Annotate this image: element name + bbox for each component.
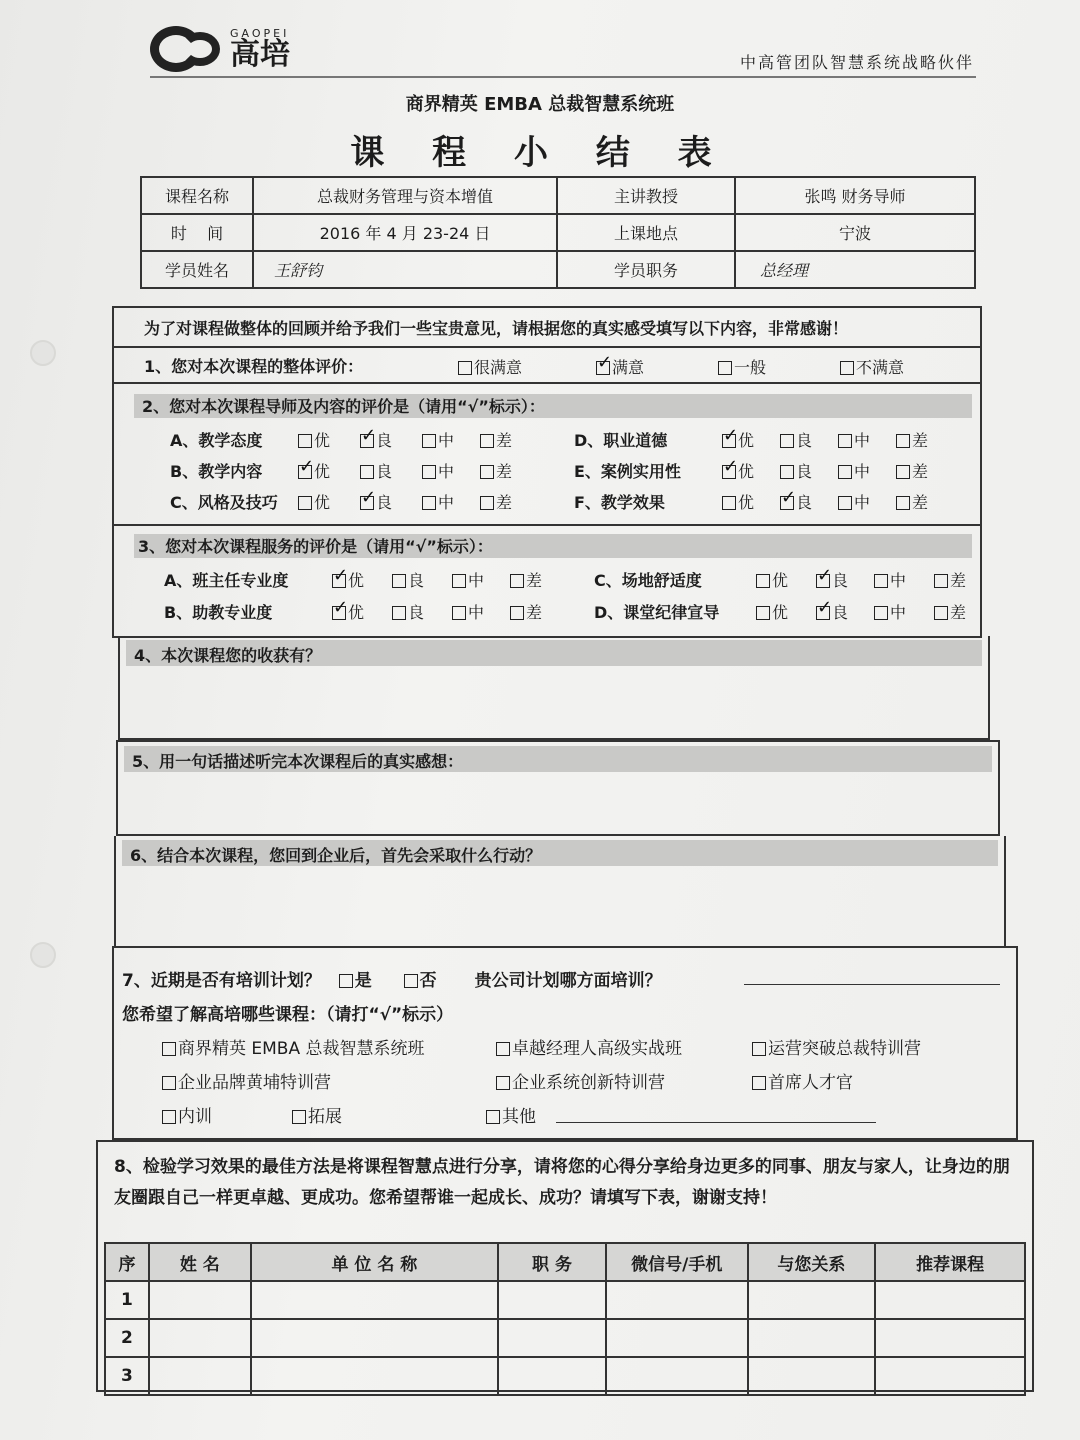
q2-grade-label: 差 bbox=[496, 462, 513, 481]
q2-grade[interactable] bbox=[722, 459, 754, 482]
q2-grade-checkbox[interactable] bbox=[838, 465, 852, 479]
q1-option-2-label: 满意 bbox=[612, 358, 645, 377]
q2-grade[interactable] bbox=[480, 490, 512, 513]
slogan: 中高管团队智慧系统战略伙伴 bbox=[739, 53, 974, 72]
q1-option-3[interactable] bbox=[718, 355, 766, 378]
q2-grade-checkbox[interactable] bbox=[360, 434, 374, 448]
q2-grade[interactable] bbox=[480, 459, 512, 482]
header-divider bbox=[150, 76, 976, 78]
referral-header: 职 务 bbox=[498, 1243, 606, 1281]
q2-grade[interactable] bbox=[422, 428, 454, 451]
q2-grade-label: 中 bbox=[854, 493, 871, 512]
q2-grade[interactable] bbox=[896, 490, 928, 513]
course-option[interactable] bbox=[752, 1068, 853, 1093]
q3-grade-label: 良 bbox=[832, 571, 849, 590]
q2-grade-label: 优 bbox=[314, 431, 331, 450]
q4-box[interactable] bbox=[118, 636, 990, 740]
place-value[interactable]: 宁波 bbox=[735, 214, 975, 251]
q3-grade-label: 差 bbox=[526, 571, 543, 590]
q2-grade-label: 差 bbox=[912, 431, 929, 450]
logo-en: GAOPEI bbox=[230, 26, 290, 40]
referral-cell[interactable] bbox=[875, 1357, 1025, 1395]
name-value[interactable]: 王舒钧 bbox=[253, 251, 557, 288]
course-option-checkbox[interactable] bbox=[496, 1076, 510, 1090]
q2-grade-label: 优 bbox=[314, 462, 331, 481]
q3-grade-label: 中 bbox=[468, 603, 485, 622]
referral-cell[interactable] bbox=[251, 1357, 498, 1395]
referral-cell[interactable] bbox=[748, 1357, 876, 1395]
q2-grade[interactable] bbox=[298, 459, 330, 482]
q2-grade-checkbox[interactable] bbox=[298, 465, 312, 479]
q2-grade-label: 中 bbox=[438, 431, 455, 450]
table-row bbox=[105, 1281, 1025, 1319]
logo-mark-icon bbox=[150, 22, 226, 74]
referral-cell[interactable] bbox=[606, 1281, 748, 1319]
course-option[interactable] bbox=[292, 1102, 342, 1127]
q2-grade-label: 良 bbox=[796, 462, 813, 481]
q3-grade-checkbox[interactable] bbox=[934, 606, 948, 620]
q2-grade-checkbox[interactable] bbox=[722, 465, 736, 479]
q1-option-4[interactable] bbox=[840, 355, 904, 378]
time-label: 时 间 bbox=[141, 214, 253, 251]
q7-other-field[interactable] bbox=[556, 1122, 876, 1123]
referral-cell[interactable] bbox=[498, 1357, 606, 1395]
course-option-label: 拓展 bbox=[308, 1107, 342, 1127]
q2-grade-label: 差 bbox=[496, 431, 513, 450]
q2-grade-checkbox[interactable] bbox=[780, 434, 794, 448]
gaopei-logo bbox=[150, 22, 290, 74]
q2-grade-label: 中 bbox=[438, 462, 455, 481]
q2-grade[interactable] bbox=[360, 428, 392, 451]
row-number: 3 bbox=[105, 1357, 149, 1395]
course-option-label: 运营突破总裁特训营 bbox=[768, 1039, 921, 1059]
referral-cell[interactable] bbox=[748, 1319, 876, 1357]
q2-grade-label: 良 bbox=[376, 431, 393, 450]
q3-grade-label: 差 bbox=[526, 603, 543, 622]
referral-header: 姓 名 bbox=[149, 1243, 251, 1281]
q2-item-name: C、风格及技巧 bbox=[170, 493, 278, 512]
q1-option-2[interactable] bbox=[596, 355, 644, 378]
q2-grade-label: 良 bbox=[376, 462, 393, 481]
q3-grade[interactable] bbox=[452, 568, 484, 591]
course-line: 商界精英 EMBA 总裁智慧系统班 bbox=[405, 94, 675, 115]
course-option-label: 其他 bbox=[502, 1107, 536, 1127]
q2-grade-label: 差 bbox=[912, 462, 929, 481]
course-info-table bbox=[140, 176, 976, 289]
q3-grade-checkbox[interactable] bbox=[934, 574, 948, 588]
q3-grade-checkbox[interactable] bbox=[332, 574, 346, 588]
course-label: 课程名称 bbox=[141, 177, 253, 214]
q2-grade[interactable] bbox=[360, 459, 392, 482]
course-value[interactable]: 总裁财务管理与资本增值 bbox=[253, 177, 557, 214]
q7-yes-checkbox[interactable] bbox=[339, 974, 353, 988]
table-row bbox=[105, 1319, 1025, 1357]
q2-grade-checkbox[interactable] bbox=[422, 434, 436, 448]
q3-grade-checkbox[interactable] bbox=[874, 606, 888, 620]
q2-grade-checkbox[interactable] bbox=[896, 465, 910, 479]
q2-grade[interactable] bbox=[838, 428, 870, 451]
course-option-label: 企业品牌黄埔特训营 bbox=[178, 1073, 331, 1093]
q3-grade-checkbox[interactable] bbox=[392, 606, 406, 620]
course-option[interactable] bbox=[496, 1034, 682, 1059]
q2-grade[interactable] bbox=[298, 428, 330, 451]
referral-cell[interactable] bbox=[251, 1281, 498, 1319]
q2-item-name: B、教学内容 bbox=[170, 462, 263, 481]
q3-grade[interactable] bbox=[452, 600, 484, 623]
q1-option-2-checkbox[interactable] bbox=[596, 361, 610, 375]
q6-box[interactable] bbox=[114, 836, 1006, 948]
q2-grade-label: 优 bbox=[738, 493, 755, 512]
q3-grade-label: 优 bbox=[348, 571, 365, 590]
q3-item-name: D、课堂纪律宣导 bbox=[594, 603, 720, 622]
q3-grade-checkbox[interactable] bbox=[816, 574, 830, 588]
logo-cn: 高培 bbox=[230, 36, 290, 72]
q3-label: 3、您对本次课程服务的评价是（请用“√”标示）： bbox=[134, 534, 972, 558]
course-option[interactable] bbox=[162, 1102, 212, 1127]
table-row bbox=[105, 1357, 1025, 1395]
name-label: 学员姓名 bbox=[141, 251, 253, 288]
q2-label: 2、您对本次课程导师及内容的评价是（请用“√”标示）： bbox=[134, 394, 972, 418]
q2-grade-checkbox[interactable] bbox=[896, 434, 910, 448]
q2-grade-label: 优 bbox=[314, 493, 331, 512]
referral-cell[interactable] bbox=[149, 1357, 251, 1395]
row-number: 2 bbox=[105, 1319, 149, 1357]
q7-box bbox=[112, 946, 1018, 1140]
q3-grade-checkbox[interactable] bbox=[510, 574, 524, 588]
q3-grade[interactable] bbox=[874, 600, 906, 623]
referral-table bbox=[104, 1242, 1026, 1396]
course-option-checkbox[interactable] bbox=[752, 1076, 766, 1090]
time-value[interactable]: 2016 年 4 月 23-24 日 bbox=[253, 214, 557, 251]
q2-grade-checkbox[interactable] bbox=[896, 496, 910, 510]
q3-grade-checkbox[interactable] bbox=[452, 606, 466, 620]
q1-option-1-label: 很满意 bbox=[474, 358, 523, 377]
q3-grade-label: 差 bbox=[950, 603, 967, 622]
q7-which-label: 贵公司计划哪方面培训？ bbox=[474, 971, 662, 991]
q3-grade[interactable] bbox=[874, 568, 906, 591]
q3-grade-label: 优 bbox=[772, 603, 789, 622]
q1-option-1[interactable] bbox=[458, 355, 522, 378]
q2-grade[interactable] bbox=[780, 428, 812, 451]
referral-header: 微信号/手机 bbox=[606, 1243, 748, 1281]
q2-grade[interactable] bbox=[722, 490, 754, 513]
referral-cell[interactable] bbox=[875, 1319, 1025, 1357]
referral-header: 单 位 名 称 bbox=[251, 1243, 498, 1281]
q1-option-3-label: 一般 bbox=[734, 358, 767, 377]
q3-grade-checkbox[interactable] bbox=[756, 574, 770, 588]
q2-grade-label: 中 bbox=[438, 493, 455, 512]
q2-grade-checkbox[interactable] bbox=[298, 496, 312, 510]
q3-grade-label: 中 bbox=[890, 571, 907, 590]
q2-grade-label: 优 bbox=[738, 462, 755, 481]
q2-grade-label: 良 bbox=[796, 431, 813, 450]
q3-grade-label: 中 bbox=[890, 603, 907, 622]
q1-option-1-checkbox[interactable] bbox=[458, 361, 472, 375]
q3-item-name: B、助教专业度 bbox=[164, 603, 273, 622]
punch-hole bbox=[30, 942, 56, 968]
referral-cell[interactable] bbox=[149, 1281, 251, 1319]
q2-grade-checkbox[interactable] bbox=[298, 434, 312, 448]
course-option-checkbox[interactable] bbox=[752, 1042, 766, 1056]
referral-header: 序 bbox=[105, 1243, 149, 1281]
q2-grade[interactable] bbox=[896, 459, 928, 482]
q2-grade[interactable] bbox=[722, 428, 754, 451]
q3-grade-checkbox[interactable] bbox=[874, 574, 888, 588]
q3-grade[interactable] bbox=[332, 600, 364, 623]
q2-grade-checkbox[interactable] bbox=[360, 465, 374, 479]
q2-item-name: D、职业道德 bbox=[574, 431, 668, 450]
q2-grade-checkbox[interactable] bbox=[838, 496, 852, 510]
q2-grade[interactable] bbox=[896, 428, 928, 451]
q2-grade-label: 良 bbox=[796, 493, 813, 512]
referral-cell[interactable] bbox=[606, 1357, 748, 1395]
q2-grade[interactable] bbox=[422, 490, 454, 513]
q2-grade-label: 差 bbox=[496, 493, 513, 512]
q2-grade-label: 良 bbox=[376, 493, 393, 512]
q3-grade-checkbox[interactable] bbox=[816, 606, 830, 620]
teacher-label: 主讲教授 bbox=[557, 177, 735, 214]
q2-grade-label: 优 bbox=[738, 431, 755, 450]
page-title: 课 程 小 结 表 bbox=[350, 133, 730, 173]
q2-grade-label: 中 bbox=[854, 431, 871, 450]
q7-sub: 您希望了解高培哪些课程：（请打“√”标示） bbox=[122, 1005, 454, 1025]
course-option-checkbox[interactable] bbox=[292, 1110, 306, 1124]
q8-box bbox=[96, 1140, 1034, 1392]
q3-item-name: C、场地舒适度 bbox=[594, 571, 702, 590]
q3-grade[interactable] bbox=[392, 600, 424, 623]
q2-grade[interactable] bbox=[838, 459, 870, 482]
q7-row bbox=[122, 966, 662, 991]
q2-grade-checkbox[interactable] bbox=[360, 496, 374, 510]
q2-grade-checkbox[interactable] bbox=[722, 434, 736, 448]
q3-grade[interactable] bbox=[934, 600, 966, 623]
q3-grade[interactable] bbox=[756, 568, 788, 591]
role-value[interactable]: 总经理 bbox=[735, 251, 975, 288]
q3-grade-label: 优 bbox=[772, 571, 789, 590]
q2-grade-checkbox[interactable] bbox=[480, 496, 494, 510]
q3-grade-checkbox[interactable] bbox=[510, 606, 524, 620]
survey-intro: 为了对课程做整体的回顾并给予我们一些宝贵意见，请根据您的真实感受填写以下内容，非常感谢！ bbox=[144, 319, 849, 338]
course-option[interactable] bbox=[486, 1102, 536, 1127]
q8-text: 8、检验学习效果的最佳方法是将课程智慧点进行分享，请将您的心得分享给身边更多的同事、朋友与家人，让身边的朋友圈跟自己一样更卓越、更成功。您希望帮谁一起成长、成功？请填写下表，谢谢支持！ bbox=[114, 1157, 1010, 1208]
q3-grade-checkbox[interactable] bbox=[392, 574, 406, 588]
q7-which-field[interactable] bbox=[744, 984, 1000, 985]
q2-grade-label: 差 bbox=[912, 493, 929, 512]
course-option-checkbox[interactable] bbox=[486, 1110, 500, 1124]
course-option-checkbox[interactable] bbox=[162, 1042, 176, 1056]
q2-grade[interactable] bbox=[780, 490, 812, 513]
q2-grade[interactable] bbox=[480, 428, 512, 451]
q3-grade[interactable] bbox=[756, 600, 788, 623]
q2-grade-checkbox[interactable] bbox=[422, 465, 436, 479]
survey-box bbox=[112, 306, 982, 638]
q2-grade-checkbox[interactable] bbox=[780, 465, 794, 479]
q2-item-name: A、教学态度 bbox=[170, 431, 263, 450]
q6-label: 6、结合本次课程，您回到企业后，首先会采取什么行动？ bbox=[122, 840, 998, 866]
q3-grade-label: 差 bbox=[950, 571, 967, 590]
q2-grade[interactable] bbox=[422, 459, 454, 482]
q1-option-4-label: 不满意 bbox=[856, 358, 905, 377]
q3-grade-label: 良 bbox=[832, 603, 849, 622]
referral-cell[interactable] bbox=[875, 1281, 1025, 1319]
q2-grade-checkbox[interactable] bbox=[480, 465, 494, 479]
role-label: 学员职务 bbox=[557, 251, 735, 288]
q7-no-label: 否 bbox=[419, 971, 437, 991]
q2-grade[interactable] bbox=[838, 490, 870, 513]
referral-cell[interactable] bbox=[149, 1319, 251, 1357]
referral-cell[interactable] bbox=[498, 1319, 606, 1357]
q3-grade-label: 中 bbox=[468, 571, 485, 590]
referral-cell[interactable] bbox=[498, 1281, 606, 1319]
referral-header: 与您关系 bbox=[748, 1243, 876, 1281]
course-option-label: 商界精英 EMBA 总裁智慧系统班 bbox=[178, 1039, 425, 1059]
referral-cell[interactable] bbox=[748, 1281, 876, 1319]
q3-item-name: A、班主任专业度 bbox=[164, 571, 289, 590]
q2-item-name: F、教学效果 bbox=[574, 493, 665, 512]
referral-cell[interactable] bbox=[606, 1319, 748, 1357]
q5-label: 5、用一句话描述听完本次课程后的真实感想： bbox=[124, 746, 992, 772]
punch-hole bbox=[30, 340, 56, 366]
q3-grade[interactable] bbox=[392, 568, 424, 591]
course-option-checkbox[interactable] bbox=[162, 1076, 176, 1090]
q3-grade[interactable] bbox=[510, 568, 542, 591]
course-option[interactable] bbox=[752, 1034, 921, 1059]
q2-grade-checkbox[interactable] bbox=[838, 434, 852, 448]
q2-grade[interactable] bbox=[298, 490, 330, 513]
q1-option-4-checkbox[interactable] bbox=[840, 361, 854, 375]
q2-grade-label: 中 bbox=[854, 462, 871, 481]
course-option[interactable] bbox=[162, 1034, 425, 1059]
q3-grade-label: 良 bbox=[408, 571, 425, 590]
q7-yes-label: 是 bbox=[354, 971, 372, 991]
course-option-label: 内训 bbox=[178, 1107, 212, 1127]
q2-grade-checkbox[interactable] bbox=[780, 496, 794, 510]
q3-grade-checkbox[interactable] bbox=[756, 606, 770, 620]
q3-grade-label: 良 bbox=[408, 603, 425, 622]
q2-grade-checkbox[interactable] bbox=[480, 434, 494, 448]
course-option-checkbox[interactable] bbox=[496, 1042, 510, 1056]
q3-grade[interactable] bbox=[510, 600, 542, 623]
q4-label: 4、本次课程您的收获有？ bbox=[126, 640, 982, 666]
q7-label: 7、近期是否有培训计划？ bbox=[122, 971, 321, 991]
q1-label: 1、您对本次课程的整体评价： bbox=[144, 357, 364, 376]
q2-grade-checkbox[interactable] bbox=[422, 496, 436, 510]
q1-option-3-checkbox[interactable] bbox=[718, 361, 732, 375]
referral-header: 推荐课程 bbox=[875, 1243, 1025, 1281]
teacher-value[interactable]: 张鸣 财务导师 bbox=[735, 177, 975, 214]
q3-grade-checkbox[interactable] bbox=[332, 606, 346, 620]
course-option[interactable] bbox=[496, 1068, 665, 1093]
q2-item-name: E、案例实用性 bbox=[574, 462, 681, 481]
q2-grade-checkbox[interactable] bbox=[722, 496, 736, 510]
course-option-label: 卓越经理人高级实战班 bbox=[512, 1039, 682, 1059]
course-option-checkbox[interactable] bbox=[162, 1110, 176, 1124]
q3-grade[interactable] bbox=[934, 568, 966, 591]
course-option-label: 企业系统创新特训营 bbox=[512, 1073, 665, 1093]
q7-no-checkbox[interactable] bbox=[404, 974, 418, 988]
q3-grade[interactable] bbox=[816, 600, 848, 623]
course-option-label: 首席人才官 bbox=[768, 1073, 853, 1093]
q2-grade[interactable] bbox=[360, 490, 392, 513]
q3-grade-label: 优 bbox=[348, 603, 365, 622]
q5-box[interactable] bbox=[116, 740, 1000, 836]
q3-grade-checkbox[interactable] bbox=[452, 574, 466, 588]
referral-cell[interactable] bbox=[251, 1319, 498, 1357]
q2-grade[interactable] bbox=[780, 459, 812, 482]
place-label: 上课地点 bbox=[557, 214, 735, 251]
row-number: 1 bbox=[105, 1281, 149, 1319]
q3-grade[interactable] bbox=[332, 568, 364, 591]
course-option[interactable] bbox=[162, 1068, 331, 1093]
q3-grade[interactable] bbox=[816, 568, 848, 591]
